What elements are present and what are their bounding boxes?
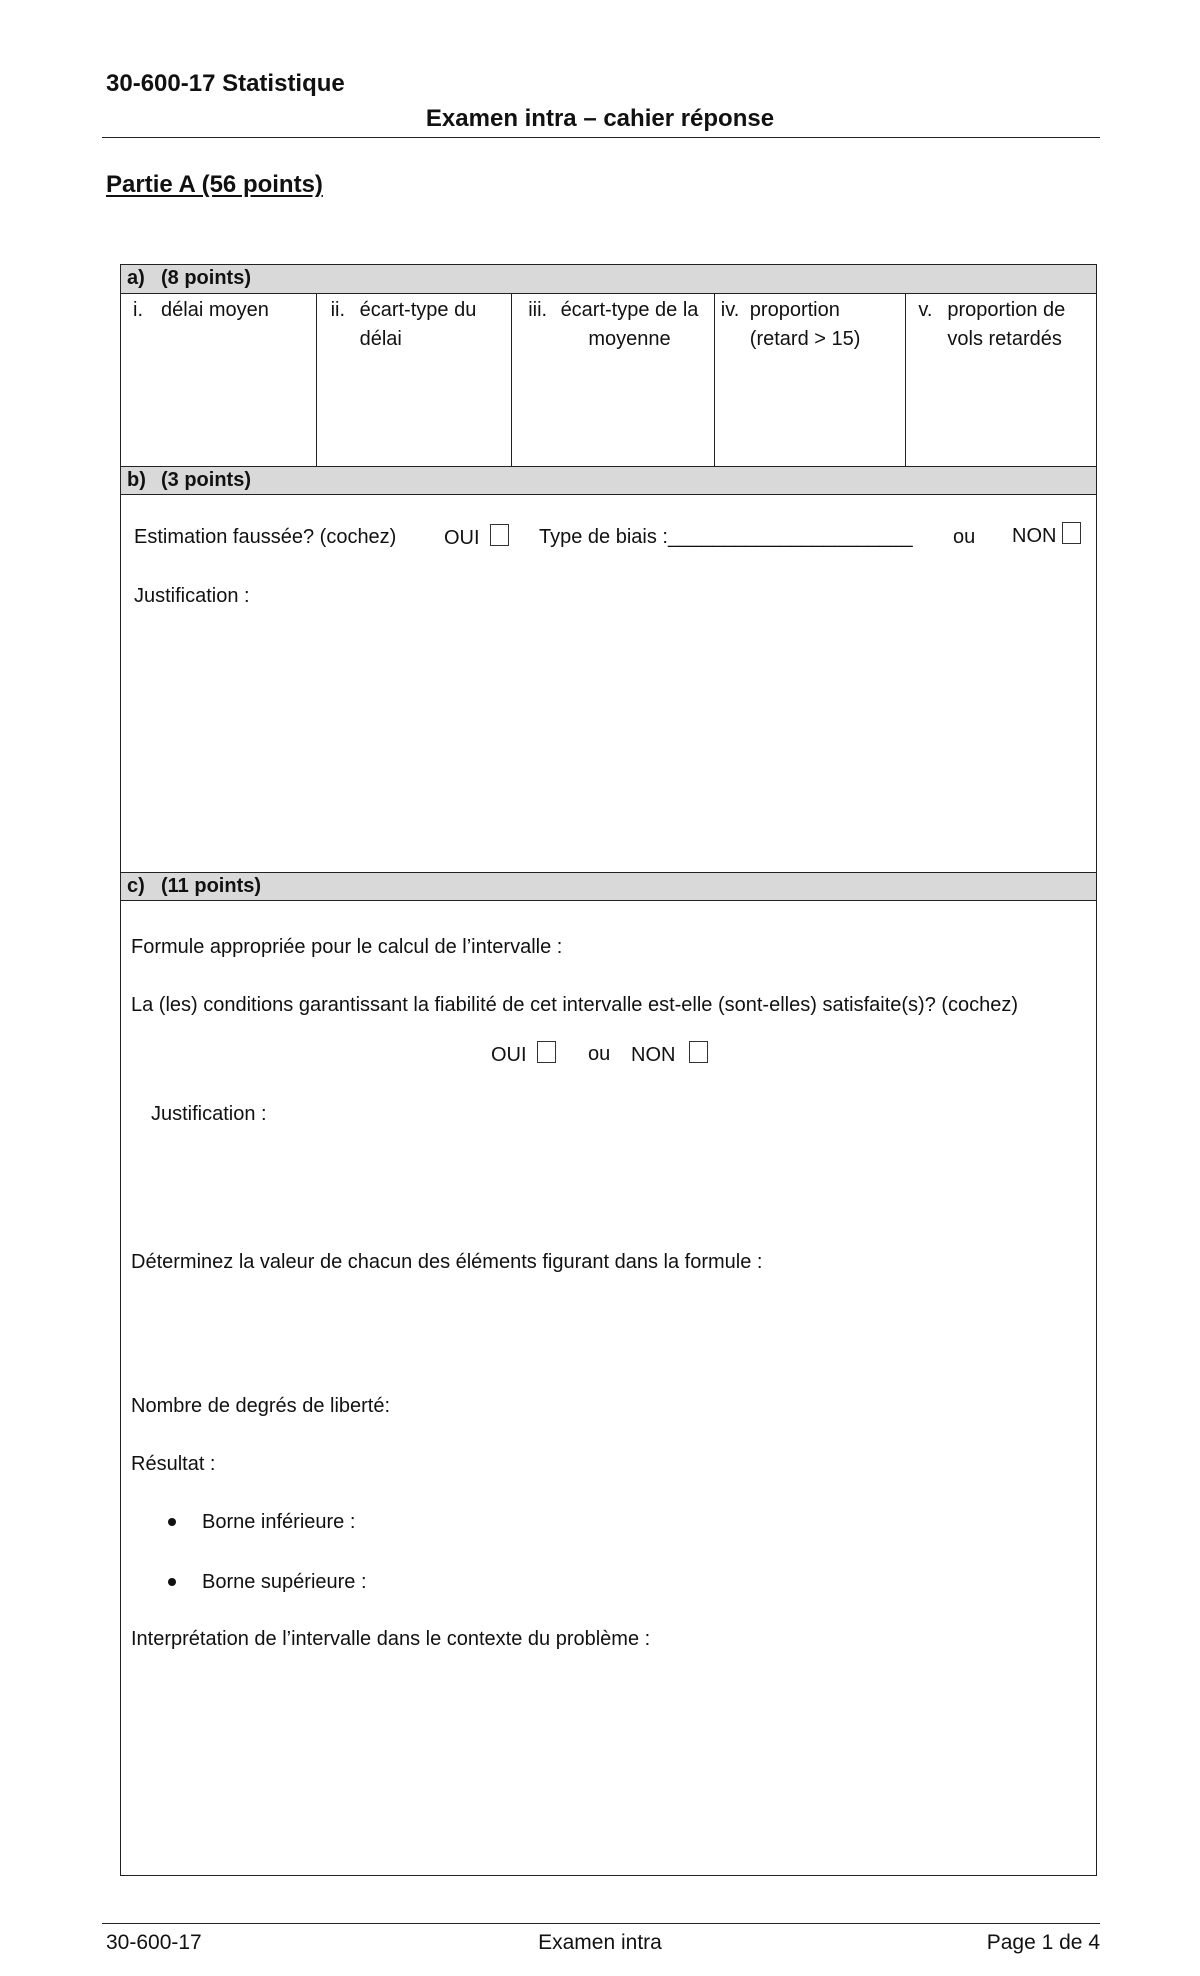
lower-bound-label: Borne inférieure :	[202, 1511, 356, 1533]
section-b-points: (3 points)	[161, 469, 251, 491]
footer-exam-name: Examen intra	[538, 1931, 662, 1954]
cell-label: délai moyen	[161, 299, 269, 321]
interpretation-area[interactable]	[131, 1660, 1081, 1860]
bias-yes-checkbox[interactable]	[490, 524, 509, 546]
bias-no-label: NON	[1012, 525, 1057, 547]
section-a-label: a)	[127, 267, 145, 289]
exam-title: Examen intra – cahier réponse	[425, 105, 775, 132]
bias-question: Estimation faussée? (cochez)	[134, 526, 397, 548]
answer-cell-mean-stddev[interactable]	[512, 294, 715, 466]
bias-yes-label: OUI	[444, 527, 480, 549]
section-c-header	[121, 872, 1096, 901]
cell-label: proportion (retard > 15)	[749, 299, 861, 350]
footer-divider	[102, 1923, 1100, 1924]
conditions-justification-label: Justification :	[151, 1103, 267, 1125]
bias-yes-option[interactable]	[444, 524, 509, 551]
section-a-points: (8 points)	[161, 267, 251, 289]
conditions-yes-checkbox[interactable]	[537, 1041, 556, 1063]
interpretation-label: Interprétation de l’intervalle dans le contexte du problème :	[131, 1628, 651, 1650]
elements-prompt: Déterminez la valeur de chacun des éléments figurant dans la formule :	[131, 1251, 763, 1273]
conditions-no-checkbox[interactable]	[689, 1041, 708, 1063]
section-a-cells	[121, 294, 1096, 466]
part-heading: Partie A (56 points)	[106, 171, 323, 198]
bias-type-field[interactable]: Type de biais :______________________	[539, 526, 913, 548]
cell-label: écart-type de la moyenne	[560, 299, 699, 350]
section-a-header	[121, 265, 1096, 294]
bias-justification-area[interactable]	[134, 615, 1084, 875]
cell-number: i.	[133, 299, 143, 321]
answer-cell-proportion-delayed[interactable]	[906, 294, 1096, 466]
result-label: Résultat :	[131, 1453, 216, 1475]
cell-number: ii.	[330, 299, 346, 321]
footer-page-number: Page 1 de 4	[986, 1931, 1100, 1954]
cell-number: v.	[918, 299, 933, 321]
answer-sheet	[120, 264, 1097, 1876]
cell-label: proportion de vols retardés	[947, 299, 1066, 350]
answer-cell-proportion-late15[interactable]	[715, 294, 907, 466]
conditions-yes-label: OUI	[491, 1044, 527, 1066]
bias-no-checkbox[interactable]	[1062, 522, 1081, 544]
upper-bound-label: Borne supérieure :	[202, 1571, 367, 1593]
conditions-or: ou	[588, 1043, 611, 1065]
conditions-question: La (les) conditions garantissant la fiabilité de cet intervalle est-elle (sont-elles) satisfaite(s)? (cochez)	[131, 994, 1019, 1016]
course-code: 30-600-17 Statistique	[106, 70, 345, 97]
bullet-icon	[168, 1578, 176, 1586]
bias-no-option[interactable]	[1012, 522, 1081, 549]
cell-number: iii.	[528, 299, 548, 321]
cell-label: écart-type du délai	[359, 299, 477, 350]
degrees-of-freedom-label: Nombre de degrés de liberté:	[131, 1395, 391, 1417]
bias-justification-label: Justification :	[134, 585, 250, 607]
section-c-points: (11 points)	[161, 875, 262, 897]
section-c-label: c)	[127, 875, 145, 897]
formula-prompt: Formule appropriée pour le calcul de l’intervalle :	[131, 936, 563, 958]
answer-cell-mean-delay[interactable]	[121, 294, 317, 466]
footer-course-code: 30-600-17	[106, 1931, 202, 1954]
header-divider	[102, 137, 1100, 138]
bullet-icon	[168, 1518, 176, 1526]
conditions-yes-option[interactable]	[491, 1041, 556, 1068]
answer-cell-delay-stddev[interactable]	[317, 294, 513, 466]
section-b-header	[121, 466, 1096, 495]
cell-number: iv.	[720, 299, 740, 321]
conditions-no-label: NON	[631, 1044, 676, 1066]
conditions-no-option[interactable]	[631, 1041, 708, 1068]
section-b-label: b)	[127, 469, 146, 491]
bias-or: ou	[953, 526, 976, 548]
